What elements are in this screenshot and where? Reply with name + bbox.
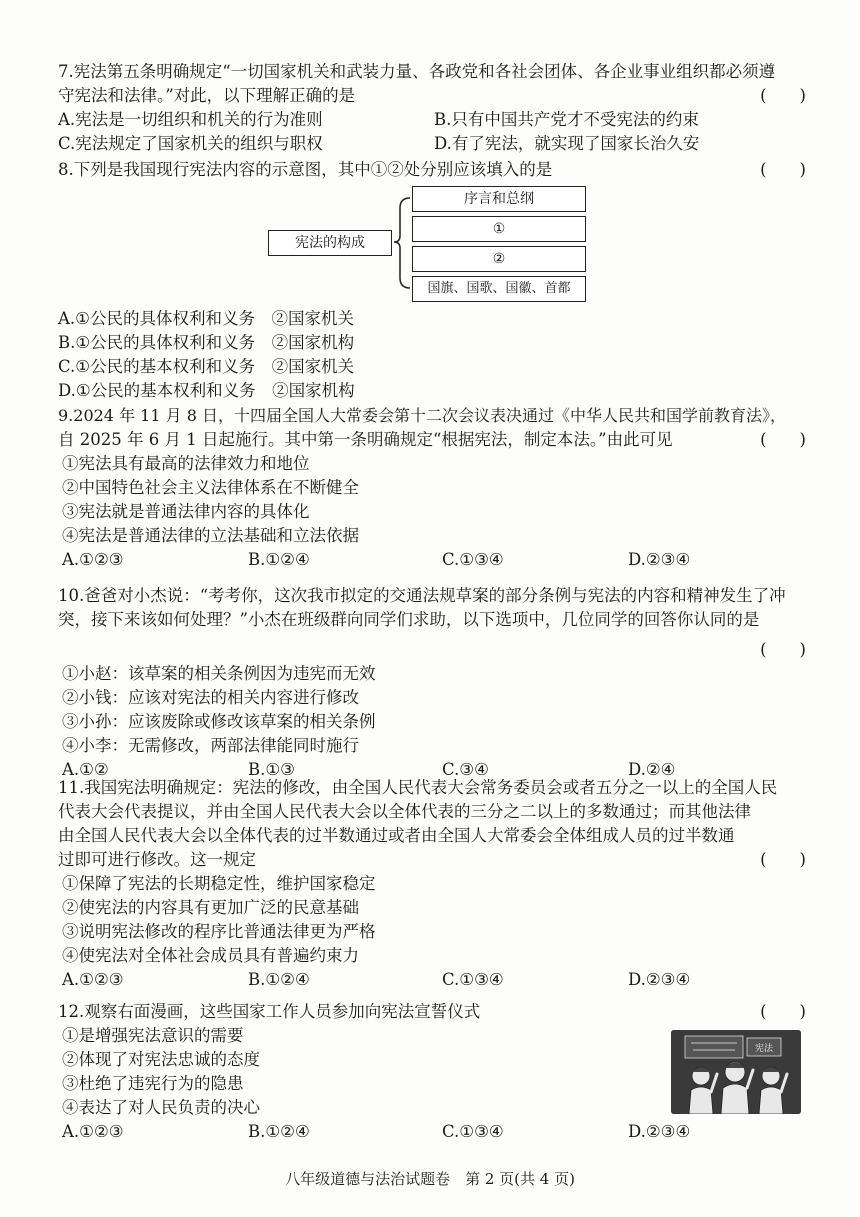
q8-option-b: B.①公民的具体权利和义务 ②国家机构 bbox=[58, 333, 355, 352]
q10-statement-2: ②小钱：应该对宪法的相关内容进行修改 bbox=[62, 688, 359, 707]
q9-statement-2: ②中国特色社会主义法律体系在不断健全 bbox=[62, 478, 359, 497]
q10-statement-1: ①小赵：该草案的相关条例因为违宪而无效 bbox=[62, 664, 376, 683]
q7-stem-line2: 守宪法和法律。”对此，以下理解正确的是 bbox=[58, 86, 356, 105]
q10-option-b: B.①③ bbox=[248, 760, 295, 779]
q11-options bbox=[58, 968, 806, 992]
q10-statement-3: ③小孙：应该废除或修改该草案的相关条例 bbox=[62, 712, 376, 731]
q9-statement-1: ①宪法具有最高的法律效力和地位 bbox=[62, 454, 310, 473]
cartoon-board-label: 宪法 bbox=[754, 1044, 774, 1054]
q11-statement-4: ④使宪法对全体社会成员具有普遍约束力 bbox=[62, 946, 359, 965]
q7-option-a: A.宪法是一切组织和机关的行为准则 bbox=[58, 110, 323, 129]
q9-option-a: A.①②③ bbox=[62, 550, 124, 569]
q12-statement-3: ③杜绝了违宪行为的隐患 bbox=[62, 1074, 244, 1093]
q9-option-c: C.①③④ bbox=[442, 550, 504, 569]
diagram-brace bbox=[392, 186, 412, 302]
q11-option-a: A.①②③ bbox=[62, 970, 124, 989]
q7-option-b: B.只有中国共产党才不受宪法的约束 bbox=[434, 110, 699, 129]
q11-stem-line4: 过即可进行修改。这一规定 bbox=[58, 850, 256, 869]
q7-options-row1 bbox=[58, 108, 806, 132]
q10-option-a: A.①② bbox=[62, 760, 109, 779]
q10-answer-bracket: ( ) bbox=[760, 640, 806, 659]
q11-stem-line1: 11.我国宪法明确规定：宪法的修改，由全国人民代表大会常务委员会或者五分之一以上的全国人民 bbox=[58, 778, 778, 797]
q8-option-d: D.①公民的基本权利和义务 ②国家机构 bbox=[58, 381, 355, 400]
q12-option-b: B.①②④ bbox=[248, 1122, 310, 1141]
q11-option-c: C.①③④ bbox=[442, 970, 504, 989]
q10-option-c: C.③④ bbox=[442, 760, 489, 779]
q11-stem-line2: 代表大会代表提议，并由全国人民代表大会以全体代表的三分之二以上的多数通过；而其他法律 bbox=[58, 802, 751, 821]
q9-option-b: B.①②④ bbox=[248, 550, 310, 569]
diagram-box-blank-2: ② bbox=[412, 246, 586, 272]
diagram-root-box: 宪法的构成 bbox=[268, 230, 392, 256]
q8-option-a: A.①公民的具体权利和义务 ②国家机关 bbox=[58, 309, 354, 328]
q7-option-c: C.宪法规定了国家机关的组织与职权 bbox=[58, 134, 323, 153]
q12-option-a: A.①②③ bbox=[62, 1122, 124, 1141]
q9-option-d: D.②③④ bbox=[628, 550, 691, 569]
question-8-options bbox=[58, 307, 806, 403]
q9-stem-line2: 自 2025 年 6 月 1 日起施行。其中第一条明确规定“根据宪法，制定本法。”由此可见 bbox=[58, 430, 673, 449]
q12-option-d: D.②③④ bbox=[628, 1122, 691, 1141]
q11-stem-line3: 由全国人民代表大会以全体代表的过半数通过或者由全国人大常委会全体组成人员的过半数通 bbox=[58, 826, 735, 845]
q11-option-d: D.②③④ bbox=[628, 970, 691, 989]
question-8 bbox=[58, 158, 806, 182]
q9-statement-3: ③宪法就是普通法律内容的具体化 bbox=[62, 502, 310, 521]
q10-option-d: D.②④ bbox=[628, 760, 676, 779]
q9-statement-4: ④宪法是普通法律的立法基础和立法依据 bbox=[62, 526, 359, 545]
q7-answer-bracket: ( ) bbox=[760, 86, 806, 105]
q10-stem-line2: 突，接下来该如何处理？”小杰在班级群向同学们求助，以下选项中，几位同学的回答你认同的是 bbox=[58, 610, 760, 629]
diagram-box-blank-1: ① bbox=[412, 216, 586, 242]
question-7 bbox=[58, 60, 806, 156]
q12-statement-1: ①是增强宪法意识的需要 bbox=[62, 1026, 244, 1045]
oath-cartoon-illustration bbox=[671, 1030, 801, 1114]
q12-stem: 12.观察右面漫画，这些国家工作人员参加向宪法宣誓仪式 bbox=[58, 1002, 481, 1021]
q8-answer-bracket: ( ) bbox=[760, 160, 806, 179]
constitution-structure-diagram bbox=[268, 186, 590, 302]
q9-options bbox=[58, 548, 806, 572]
q12-statement-4: ④表达了对人民负责的决心 bbox=[62, 1098, 260, 1117]
diagram-box-preamble: 序言和总纲 bbox=[412, 186, 586, 212]
q12-options bbox=[58, 1120, 806, 1144]
q9-answer-bracket: ( ) bbox=[760, 430, 806, 449]
q11-statement-2: ②使宪法的内容具有更加广泛的民意基础 bbox=[62, 898, 359, 917]
q12-answer-bracket: ( ) bbox=[760, 1002, 806, 1021]
q9-stem-line1: 9.2024 年 11 月 8 日，十四届全国人大常委会第十二次会议表决通过《中华人民共和国学前教育法》， bbox=[58, 406, 786, 425]
q12-option-c: C.①③④ bbox=[442, 1122, 504, 1141]
q8-stem: 8.下列是我国现行宪法内容的示意图，其中①②处分别应该填入的是 bbox=[58, 160, 553, 179]
q11-answer-bracket: ( ) bbox=[760, 850, 806, 869]
question-9 bbox=[58, 404, 806, 572]
q11-option-b: B.①②④ bbox=[248, 970, 310, 989]
q7-option-d: D.有了宪法，就实现了国家长治久安 bbox=[434, 134, 700, 153]
question-11 bbox=[58, 776, 806, 992]
question-10 bbox=[58, 584, 806, 782]
diagram-box-symbols: 国旗、国歌、国徽、首都 bbox=[412, 276, 586, 302]
q11-statement-1: ①保障了宪法的长期稳定性，维护国家稳定 bbox=[62, 874, 376, 893]
oath-cartoon-drawing bbox=[671, 1030, 801, 1114]
q12-statement-2: ②体现了对宪法忠诚的态度 bbox=[62, 1050, 260, 1069]
q10-stem-line1: 10.爸爸对小杰说：“考考你，这次我市拟定的交通法规草案的部分条例与宪法的内容和精神发生了冲 bbox=[58, 586, 786, 605]
q10-statement-4: ④小李：无需修改，两部法律能同时施行 bbox=[62, 736, 359, 755]
q8-option-c: C.①公民的基本权利和义务 ②国家机关 bbox=[58, 357, 355, 376]
q7-options-row2 bbox=[58, 132, 806, 156]
page-footer: 八年级道德与法治试题卷 第 2 页(共 4 页) bbox=[285, 1170, 575, 1188]
q7-stem-line1: 7.宪法第五条明确规定“一切国家机关和武装力量、各政党和各社会团体、各企业事业组织都必须遵 bbox=[58, 62, 776, 81]
q11-statement-3: ③说明宪法修改的程序比普通法律更为严格 bbox=[62, 922, 376, 941]
